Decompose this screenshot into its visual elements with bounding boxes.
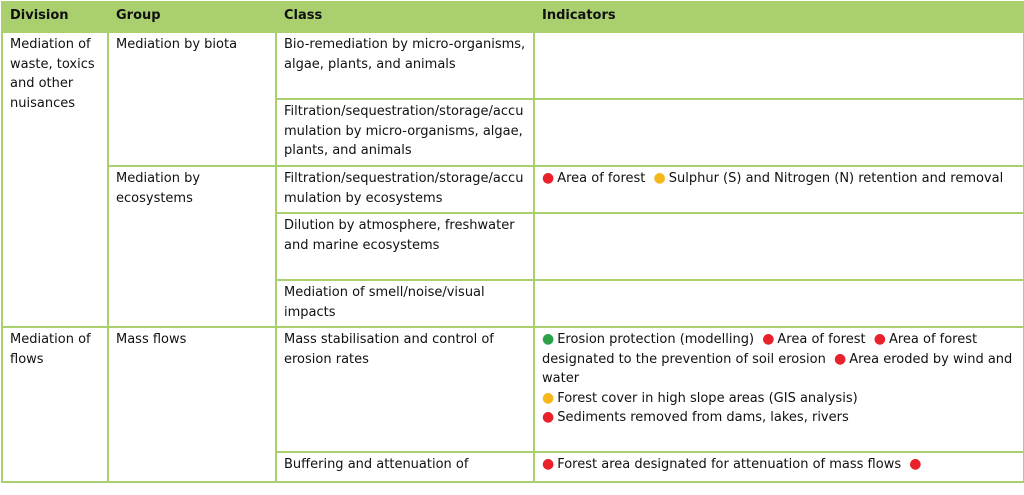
class-cell: Mass stabilisation and control of erosion rates (276, 327, 534, 452)
header-class: Class (276, 2, 534, 32)
red-dot-icon: ● (833, 350, 847, 367)
division-cell: Mediation of flows (2, 327, 108, 482)
group-cell: Mass flows (108, 327, 276, 482)
table-row (2, 32, 1024, 99)
class-cell: Filtration/sequestration/storage/accumulation by ecosystems (276, 166, 534, 213)
indicator-item: Area of forest designated to the prevention of soil erosion (542, 332, 978, 367)
indicator-item: Forest area designated for attenuation of mass flows (557, 457, 902, 472)
class-cell: Filtration/sequestration/storage/accumulation by micro-organisms, algae, plants, and animals (276, 99, 534, 166)
class-cell: Dilution by atmosphere, freshwater and marine ecosystems (276, 213, 534, 280)
indicators-cell (534, 99, 1024, 166)
indicators-cell (534, 327, 1024, 452)
red-dot-icon: ● (542, 170, 555, 186)
red-dot-icon: ● (542, 409, 555, 425)
indicators-cell (534, 213, 1024, 280)
green-dot-icon: ● (542, 331, 555, 347)
header-group: Group (108, 2, 276, 32)
yellow-dot-icon: ● (542, 389, 555, 406)
indicator-item: Area eroded by wind and water (542, 351, 1013, 386)
indicators-cell (534, 452, 1024, 482)
indicator-item: Forest cover in high slope areas (GIS analysis) (557, 390, 858, 406)
yellow-dot-icon: ● (653, 170, 666, 186)
red-dot-icon: ● (909, 456, 922, 472)
red-dot-icon: ● (762, 331, 775, 347)
group-cell: Mediation by biota (108, 32, 276, 166)
indicators-cell (534, 166, 1024, 213)
class-cell: Bio-remediation by micro-organisms, algae, plants, and animals (276, 32, 534, 99)
indicators-table (1, 1, 1024, 483)
division-cell: Mediation of waste, toxics and other nuisances (2, 32, 108, 327)
indicator-item: Area of forest (557, 171, 646, 186)
header-row (2, 2, 1024, 32)
indicator-item: Sulphur (S) and Nitrogen (N) retention and removal (668, 171, 1004, 186)
class-cell: Buffering and attenuation of (276, 452, 534, 482)
table-row (2, 166, 1024, 213)
red-dot-icon: ● (542, 456, 555, 472)
indicator-item: Erosion protection (modelling) (557, 332, 755, 347)
indicator-item: Sediments removed from dams, lakes, rivers (557, 410, 849, 425)
header-division: Division (2, 2, 108, 32)
red-dot-icon: ● (873, 331, 886, 347)
table-row (2, 327, 1024, 452)
indicators-cell (534, 280, 1024, 327)
indicators-cell (534, 32, 1024, 99)
indicator-line (542, 408, 1016, 428)
header-indicators: Indicators (534, 2, 1024, 32)
group-cell: Mediation by ecosystems (108, 166, 276, 327)
indicator-item: Area of forest (777, 332, 866, 347)
indicator-line (542, 389, 1016, 409)
class-cell: Mediation of smell/noise/visual impacts (276, 280, 534, 327)
